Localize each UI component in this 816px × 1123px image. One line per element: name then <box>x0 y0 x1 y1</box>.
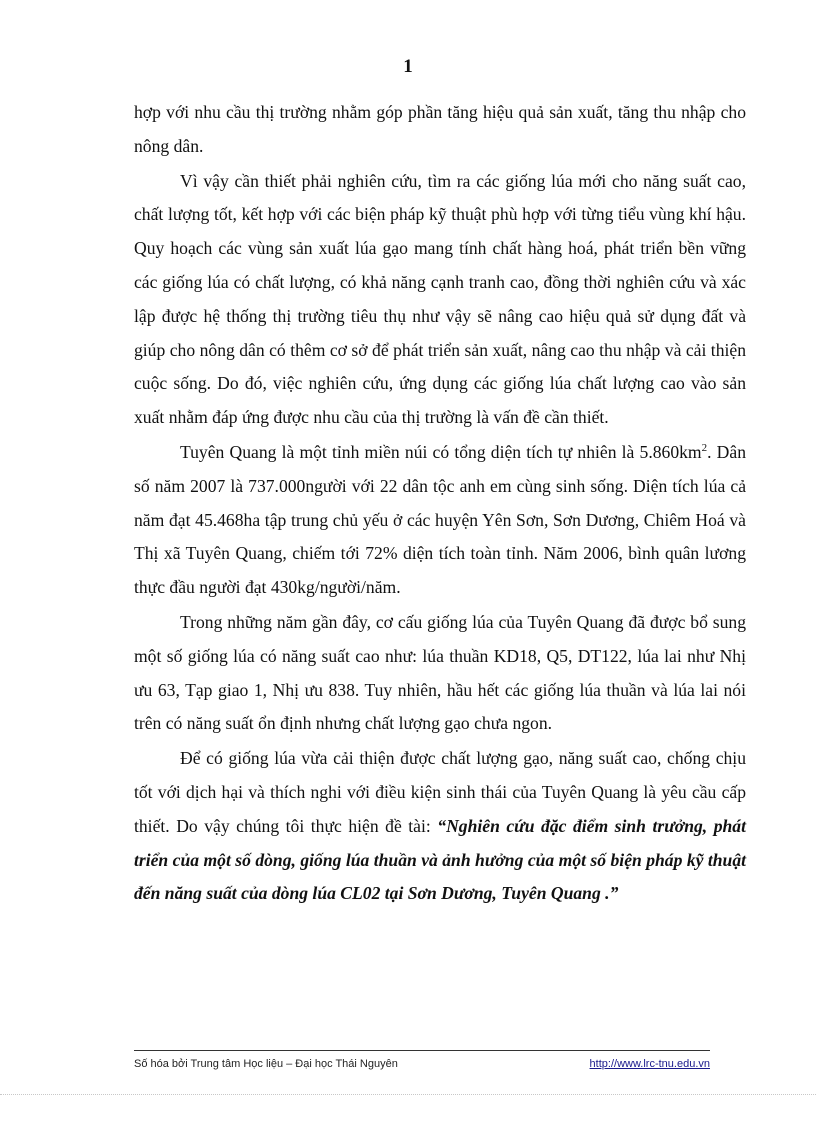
page-edge-divider <box>0 1094 816 1095</box>
thesis-title: “Nghiên cứu đặc điểm sinh trưởng, phát triển của một số dòng, giống lúa thuần và ảnh hưởng của một số biện pháp kỹ thuật đến năng suất của dòng lúa CL02 tại Sơn Dương, Tuyên Quang .” <box>134 815 746 904</box>
document-body <box>134 96 746 911</box>
paragraph-3-rest: . Dân số năm 2007 là 737.000người với 22 dân tộc anh em cùng sinh sống. Diện tích lúa cả năm đạt 45.468ha tập trung chủ yếu ở các huyện Yên Sơn, Sơn Dương, Chiêm Hoá và Thị xã Tuyên Quang, chiếm tới 72% diện tích toàn tỉnh. Năm 2006, bình quân lương thực đầu người đạt 430kg/người/năm. <box>134 441 746 598</box>
paragraph-1: hợp với nhu cầu thị trường nhằm góp phần tăng hiệu quả sản xuất, tăng thu nhập cho nông dân. <box>134 102 746 156</box>
superscript-2: 2 <box>701 442 708 455</box>
footer-credit: Số hóa bởi Trung tâm Học liệu – Đại học Thái Nguyên <box>134 1058 398 1070</box>
paragraph-3-main: Tuyên Quang là một tỉnh miền núi có tổng diện tích tự nhiên là 5.860km <box>180 441 702 462</box>
paragraph-5-intro: Để có giống lúa vừa cải thiện được chất lượng gạo, năng suất cao, chống chịu tốt với dịch hại và thích nghi với điều kiện sinh thái của Tuyên Quang là yêu cầu cấp thiết. Do vậy chúng tôi thực hiện đề tài: <box>134 748 746 836</box>
paragraph-5 <box>134 742 746 911</box>
paragraph-4: Trong những năm gần đây, cơ cấu giống lúa của Tuyên Quang đã được bổ sung một số giống lúa có năng suất cao như: lúa thuần KD18, Q5, DT122, lúa lai như Nhị ưu 63, Tạp giao 1, Nhị ưu 838. Tuy nhiên, hầu hết các giống lúa thuần và lúa lai nói trên có năng suất ổn định nhưng chất lượng gạo chưa ngon. <box>134 611 746 734</box>
footer-divider <box>134 1050 710 1051</box>
paragraph-3 <box>134 436 746 605</box>
paragraph-2: Vì vậy cần thiết phải nghiên cứu, tìm ra các giống lúa mới cho năng suất cao, chất lượng tốt, kết hợp với các biện pháp kỹ thuật phù hợp với từng tiểu vùng khí hậu. Quy hoạch các vùng sản xuất lúa gạo mang tính chất hàng hoá, phát triển bền vững các giống lúa có chất lượng, có khả năng cạnh tranh cao, đồng thời nghiên cứu và xác lập được hệ thống thị trường tiêu thụ như vậy sẽ nâng cao hiệu quả sử dụng đất và giúp cho nông dân có thêm cơ sở để phát triển sản xuất, nâng cao thu nhập và cải thiện cuộc sống. Do đó, việc nghiên cứu, ứng dụng các giống lúa chất lượng cao vào sản xuất nhằm đáp ứng được nhu cầu của thị trường là vấn đề cần thiết. <box>134 170 746 428</box>
page-number: 1 <box>403 56 413 77</box>
footer-link[interactable]: http://www.lrc-tnu.edu.vn <box>589 1058 710 1070</box>
